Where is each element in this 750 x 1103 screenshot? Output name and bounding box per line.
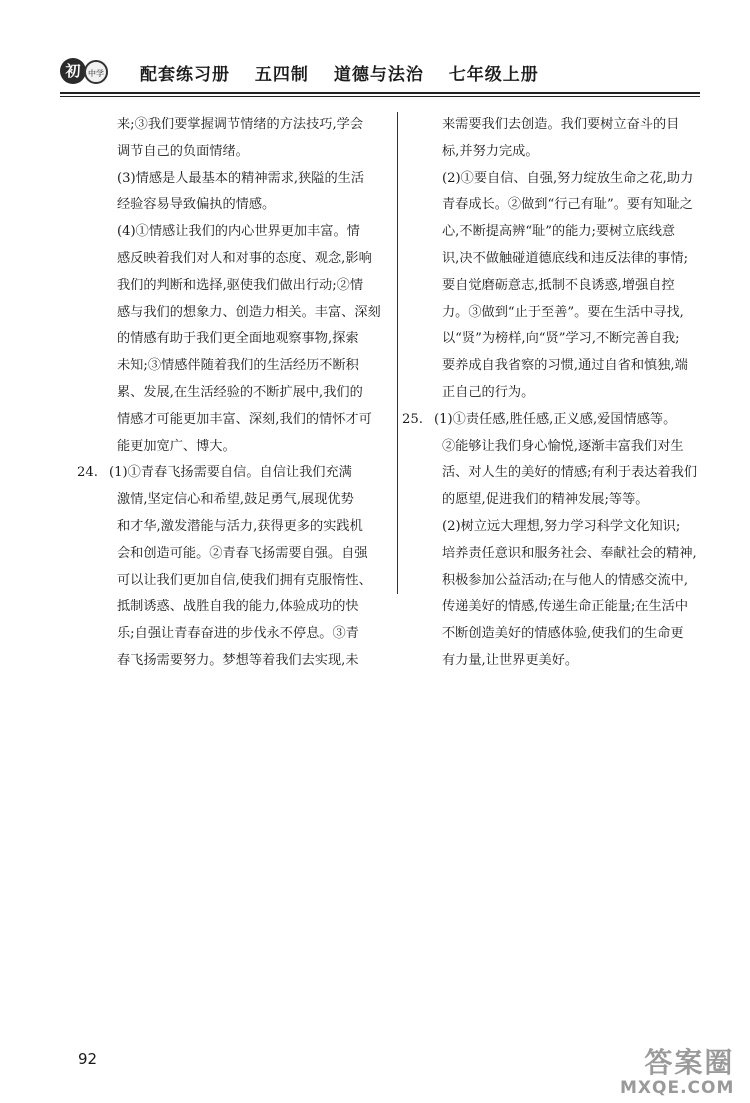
series-logo (60, 56, 116, 86)
answer-line: 的情感有助于我们更全面地观察事物,探索 (117, 331, 359, 347)
answer-line: 要养成自我省察的习惯,通过自省和慎独,端 (442, 358, 688, 374)
page-number: 92 (78, 1050, 98, 1068)
answer-line: (2)树立远大理想,努力学习科学文化知识; (442, 518, 681, 534)
answer-line: 感反映着我们对人和对事的态度、观念,影响 (117, 250, 372, 266)
book-name: 配套练习册 (140, 65, 230, 85)
answer-line: (4)①情感让我们的内心世界更加丰富。情 (117, 224, 360, 240)
grade: 七年级上册 (448, 65, 539, 85)
answer-line: 识,决不做触碰道德底线和违反法律的事情; (442, 250, 689, 266)
answer-line: 情感才可能更加丰富、深刻,我们的情怀才可 (117, 411, 372, 427)
logo-circle-icon: 初 (60, 58, 86, 84)
answer-line: 心,不断提高辨“耻”的能力;要树立底线意 (442, 224, 676, 240)
answer-line: 不断创造美好的情感体验,使我们的生命更 (442, 626, 684, 642)
answer-line: 抵制诱惑、战胜自我的能力,体验成功的快 (117, 599, 359, 615)
answer-line: ②能够让我们身心愉悦,逐渐丰富我们对生 (442, 438, 684, 454)
answer-line: 经验容易导致偏执的情感。 (117, 197, 276, 213)
right-column (402, 112, 710, 675)
question-number: 25. (402, 411, 423, 427)
answer-line (402, 407, 710, 434)
answer-line: 未知;③情感伴随着我们的生活经历不断积 (117, 358, 359, 374)
answer-line: 春飞扬需要努力。梦想等着我们去实现,未 (117, 652, 359, 668)
answer-line: 积极参加公益活动;在与他人的情感交流中, (442, 572, 689, 588)
answer-line: 传递美好的情感,传递生命正能量;在生活中 (442, 599, 689, 615)
answer-line: 正自己的行为。 (442, 384, 535, 400)
answer-text: (1)①责任感,胜任感,正义感,爱国情感等。 (434, 411, 677, 427)
answer-line: 可以让我们更加自信,使我们拥有克服惰性、 (117, 572, 372, 588)
answer-line: (2)①要自信、自强,努力绽放生命之花,助力 (442, 170, 694, 186)
header-title (140, 60, 557, 85)
answer-line: 能更加宽广、博大。 (117, 438, 236, 454)
header-rule-thin (60, 96, 700, 97)
page-header (60, 56, 700, 90)
answer-line: 以“贤”为榜样,向“贤”学习,不断完善自我; (442, 331, 680, 347)
column-divider (397, 112, 398, 594)
answer-line: 累、发展,在生活经验的不断扩展中,我们的 (117, 384, 363, 400)
edition: 五四制 (254, 65, 309, 85)
answer-line: 感与我们的想象力、创造力相关。丰富、深刻 (117, 304, 381, 320)
brand-name: 答案圈 (644, 1046, 735, 1079)
answer-line: 标,并努力完成。 (442, 143, 539, 159)
left-column (77, 112, 381, 675)
logo-badge-icon: 中学 (84, 60, 108, 84)
answer-line: 激情,坚定信心和希望,鼓足勇气,展现优势 (117, 492, 354, 508)
answer-line: 和才华,激发潜能与活力,获得更多的实践机 (117, 518, 363, 534)
answer-line: 调节自己的负面情绪。 (117, 143, 249, 159)
answer-line: 青春成长。②做到“行己有耻”。要有知耻之 (442, 197, 693, 213)
answer-line: 我们的判断和选择,驱使我们做出行动;②情 (117, 277, 364, 293)
answer-line: 来;③我们要掌握调节情绪的方法技巧,学会 (117, 117, 364, 132)
answer-line: 力。③做到“止于至善”。要在生活中寻找, (442, 304, 684, 320)
answer-text: (1)①青春飞扬需要自信。自信让我们充满 (109, 465, 352, 481)
watermark-brand-logo (620, 1048, 734, 1098)
subject: 道德与法治 (333, 65, 424, 85)
answer-line: 活、对人生的美好的情感;有利于表达着我们 (442, 465, 698, 481)
question-number: 24. (77, 465, 98, 481)
answer-line: (3)情感是人最基本的精神需求,狭隘的生活 (117, 170, 365, 186)
answer-line: 有力量,让世界更美好。 (442, 652, 579, 668)
answer-line: 培养责任意识和服务社会、奉献社会的精神, (442, 545, 697, 561)
answer-line (77, 460, 380, 487)
answer-line: 乐;自强让青春奋进的步伐永不停息。③青 (117, 626, 359, 642)
answer-line: 的愿望,促进我们的精神发展;等等。 (442, 492, 649, 508)
header-rule (60, 92, 700, 94)
answer-line: 会和创造可能。②青春飞扬需要自强。自强 (117, 545, 368, 561)
brand-url: MXQE.COM (620, 1078, 735, 1098)
answer-line: 要自觉磨砺意志,抵制不良诱惑,增强自控 (442, 277, 675, 293)
answer-line: 来需要我们去创造。我们要树立奋斗的目 (442, 117, 680, 132)
